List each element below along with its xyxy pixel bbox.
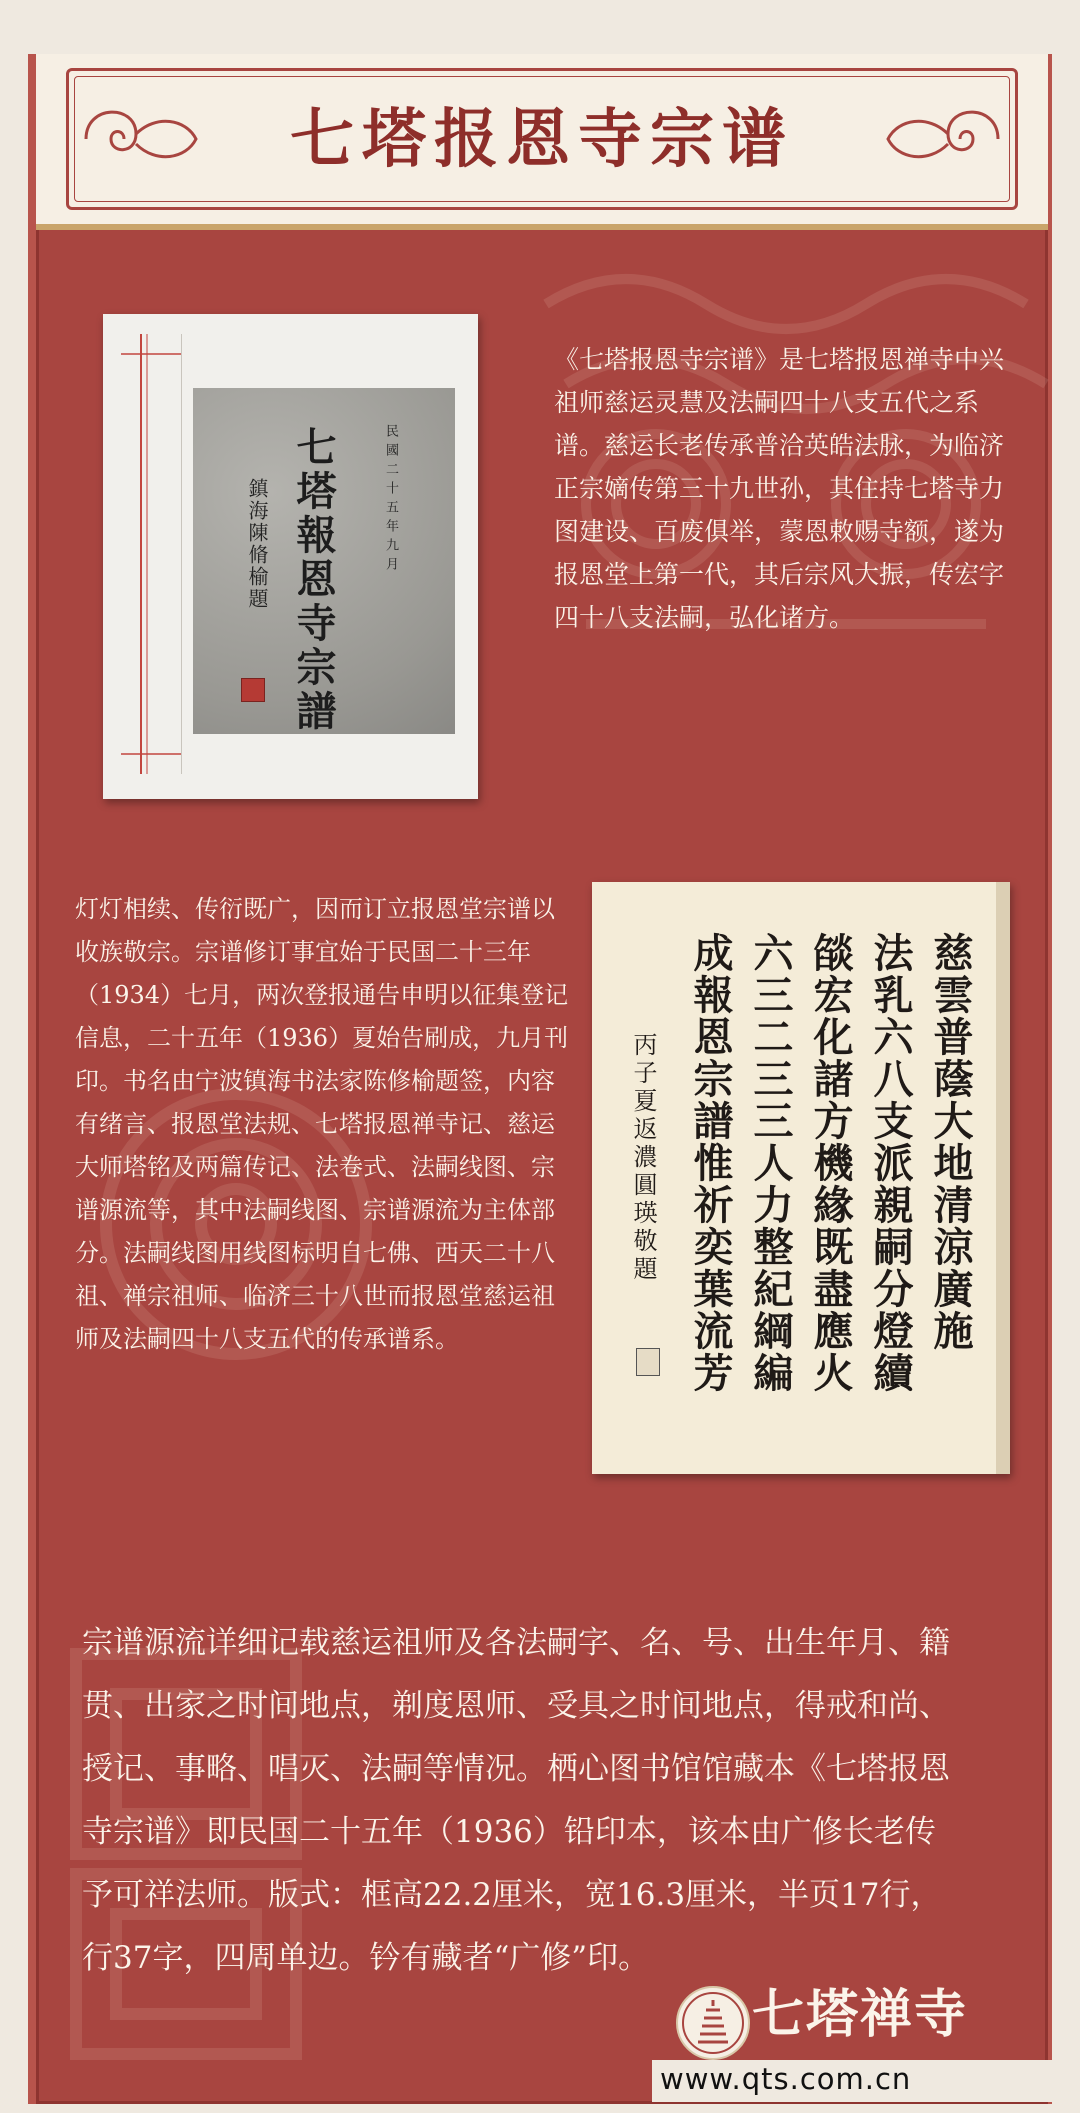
cover-title: 七塔報恩寺宗譜 <box>290 426 337 734</box>
panel-edge-left <box>28 54 36 2104</box>
temple-name: 七塔禅寺 <box>752 1984 969 2045</box>
paragraph-intro: 《七塔报恩寺宗谱》是七塔报恩禅寺中兴祖师慈运灵慧及法嗣四十八支五代之系谱。慈运长老传承普洽英皓法脉，为临济正宗嫡传第三十九世孙，其住持七塔寺力图建设、百废俱举，蒙恩敕赐寺额，遂为报恩堂上第一代，其后宗风大振，传宏字四十八支法嗣，弘化诸方。 <box>554 345 1005 632</box>
website-url: www.qts.com.cn <box>660 2062 912 2096</box>
calligraphy-column: 成報恩宗譜惟祈奕葉流芳 <box>687 932 734 1394</box>
temple-logo-icon <box>676 1986 750 2060</box>
page-edge <box>996 882 1010 1474</box>
binding-thread-icon <box>121 334 181 774</box>
header-banner <box>36 54 1048 230</box>
calligraphy-inscription-photo <box>592 882 1010 1474</box>
book-cover-photo <box>103 314 478 799</box>
signature-seal <box>636 1348 660 1376</box>
calligraphy-column: 法乳六八支派親嗣分燈續 <box>867 932 914 1394</box>
calligraphy-signature: 丙子夏返濃圓瑛敬題 <box>629 1032 657 1284</box>
calligraphy-column: 慈雲普蔭大地清涼廣施 <box>927 932 974 1352</box>
page-title: 七塔报恩寺宗谱 <box>290 102 794 177</box>
paragraph-history: 灯灯相续、传衍既广，因而订立报恩堂宗谱以收族敬宗。宗谱修订事宜始于民国二十三年（1934）七月，两次登报通告申明以征集登记信息，二十五年（1936）夏始告刷成，九月刊印。书名由宁波镇海书法家陈修榆题签，内容有绪言、报恩堂法规、七塔报恩禅寺记、慈运大师塔铭及两篇传记、法卷式、法嗣线图、宗谱源流等，其中法嗣线图、宗谱源流为主体部分。法嗣线图用线图标明自七佛、西天二十八祖、禅宗祖师、临济三十八世而报恩堂慈运祖师及法嗣四十八支五代的传承谱系。 <box>75 895 569 1353</box>
calligraphy-column: 六三二三三人力整紀綱編 <box>747 932 794 1394</box>
book-cover <box>193 388 455 734</box>
cover-author: 鎮海陳脩榆題 <box>245 478 269 610</box>
cover-date: 民國二十五年九月 <box>383 424 398 576</box>
calligraphy-column: 燄宏化諸方機緣既盡應火 <box>807 932 854 1394</box>
paragraph-details: 宗谱源流详细记载慈运祖师及各法嗣字、名、号、出生年月、籍贯、出家之时间地点，剃度恩师、受具之时间地点，得戒和尚、授记、事略、唱灭、法嗣等情况。栖心图书馆馆藏本《七塔报恩寺宗谱》即民国二十五年（1936）铅印本，该本由广修长老传予可祥法师。版式：框高22.2厘米，宽16.3厘米，半页17行，行37字，四周单边。钤有藏者“广修”印。 <box>82 1625 950 1976</box>
red-seal <box>241 678 265 702</box>
